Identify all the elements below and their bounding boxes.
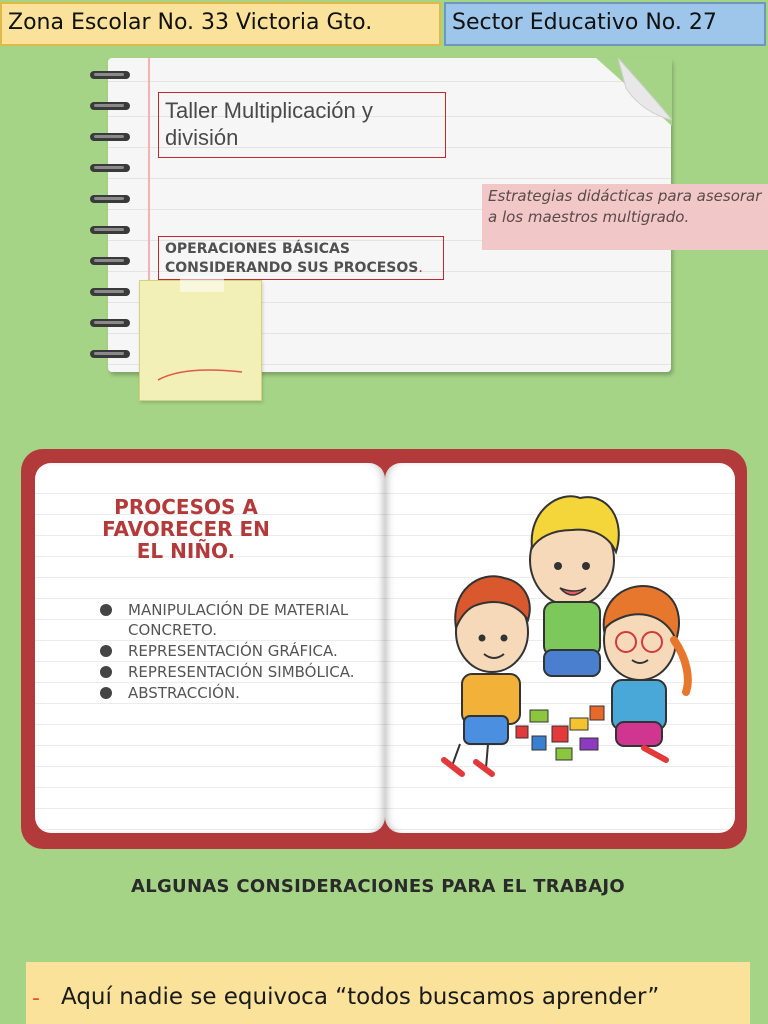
spiral-ring-icon (88, 68, 132, 82)
processes-list (100, 600, 360, 704)
children-playing-illustration (440, 490, 700, 780)
list-item (100, 683, 360, 703)
bullet-icon (100, 645, 112, 657)
workshop-subtitle-text: OPERACIONES BÁSICAS CONSIDERANDO SUS PROCESOS (165, 241, 419, 276)
spiral-ring-icon (88, 316, 132, 330)
list-item-text: MANIPULACIÓN DE MATERIAL CONCRETO. (128, 601, 349, 639)
list-item-text: REPRESENTACIÓN GRÁFICA. (128, 642, 338, 660)
bullet-icon (100, 604, 112, 616)
header-zona-escolar: Zona Escolar No. 33 Victoria Gto. (0, 2, 441, 46)
list-item (100, 641, 360, 661)
spiral-ring-icon (88, 192, 132, 206)
strategies-note: Estrategias didácticas para asesorar a los maestros multigrado. (482, 184, 768, 250)
quote-text: Aquí nadie se equivoca “todos buscamos aprender” (61, 984, 660, 1010)
list-item-text: REPRESENTACIÓN SIMBÓLICA. (128, 663, 355, 681)
bullet-icon (100, 666, 112, 678)
spiral-ring-icon (88, 99, 132, 113)
header-sector-educativo: Sector Educativo No. 27 (444, 2, 766, 46)
spiral-ring-icon (88, 285, 132, 299)
list-item (100, 600, 360, 640)
spiral-ring-icon (88, 130, 132, 144)
sticky-tape (180, 276, 224, 292)
workshop-subtitle-period: . (418, 260, 423, 276)
list-item-text: ABSTRACCIÓN. (128, 684, 240, 702)
section-title: ALGUNAS CONSIDERACIONES PARA EL TRABAJO (130, 876, 626, 897)
spiral-ring-icon (88, 161, 132, 175)
quote-dash: - (32, 986, 40, 1011)
scribble-icon (156, 364, 246, 384)
page-curl-icon (596, 58, 672, 126)
workshop-subtitle (158, 236, 444, 280)
workshop-title: Taller Multiplicación y división (158, 92, 446, 158)
list-item (100, 662, 360, 682)
spiral-ring-icon (88, 254, 132, 268)
processes-title: PROCESOS A FAVORECER EN EL NIÑO. (102, 495, 270, 563)
spiral-ring-icon (88, 347, 132, 361)
spiral-ring-icon (88, 223, 132, 237)
bullet-icon (100, 687, 112, 699)
